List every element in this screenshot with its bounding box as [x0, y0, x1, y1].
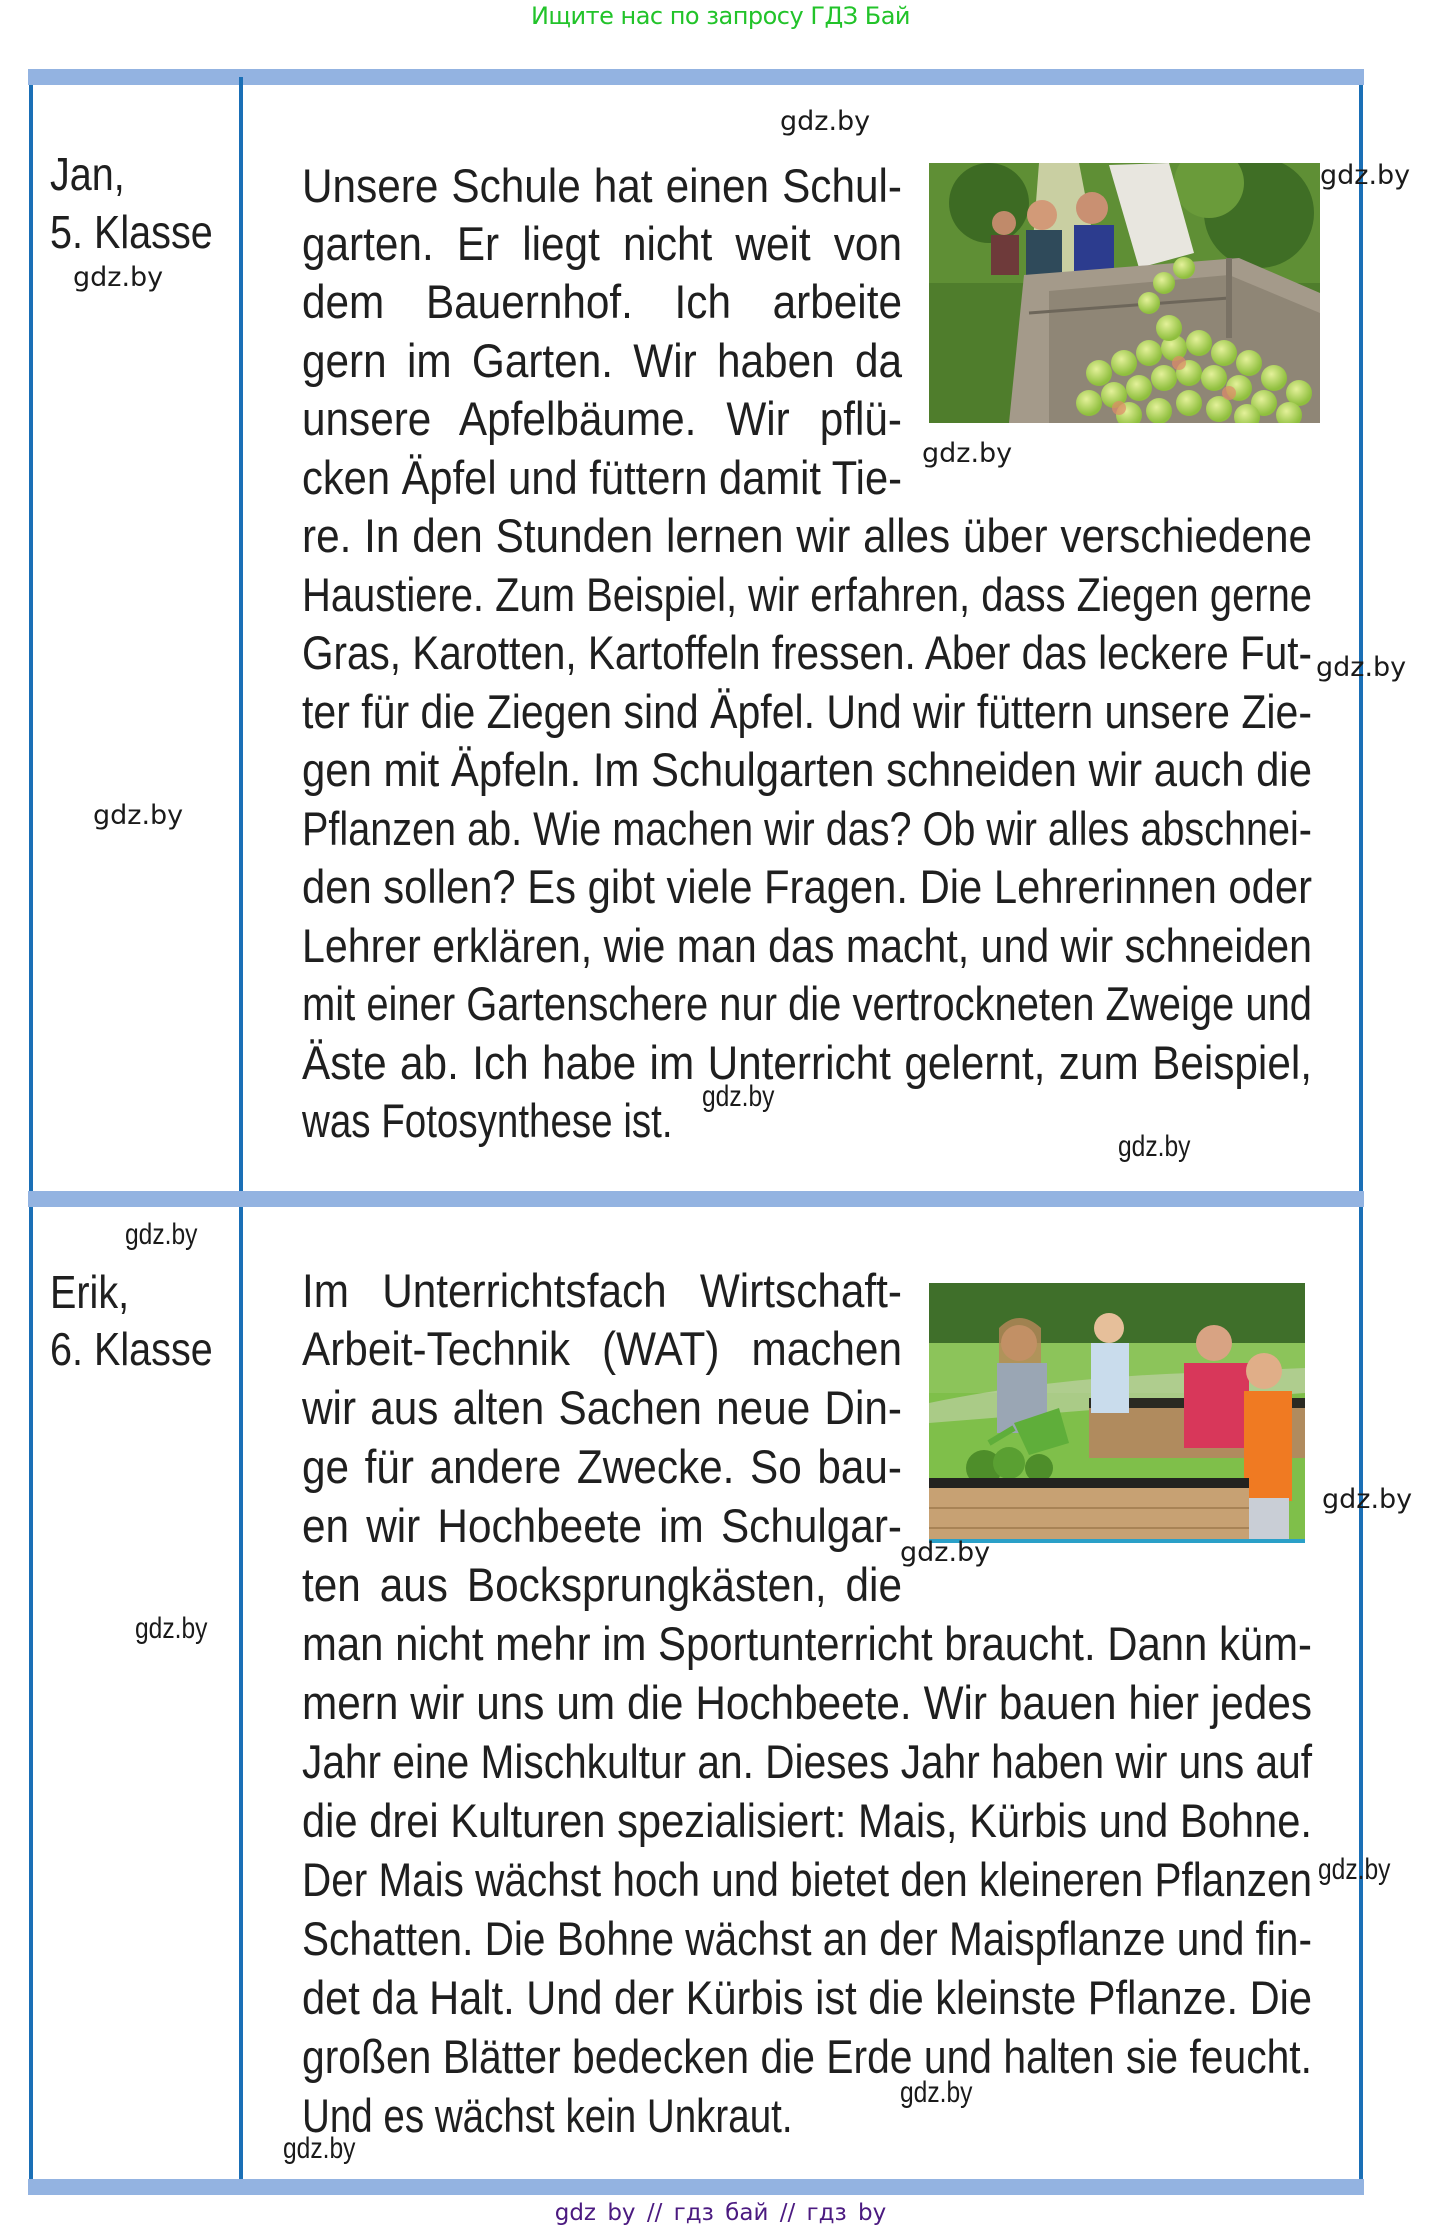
- left-border-1: [29, 85, 33, 1191]
- text-line: ten aus Bocksprungkästen, die: [302, 1558, 902, 1611]
- top-band: [28, 69, 1364, 85]
- watermark: gdz.by: [1318, 1853, 1391, 1886]
- text-line: ge für andere Zwecke. So bau-: [302, 1440, 902, 1493]
- text-line: Gras, Karotten, Kartoffeln fressen. Aber das leckere Fut-: [302, 626, 1312, 679]
- text-line: die drei Kulturen spezialisiert: Mais, Kürbis und Bohne.: [302, 1794, 1312, 1847]
- text-line: was Fotosynthese ist.: [302, 1094, 673, 1147]
- text-line: unsere Apfelbäume. Wir pflü-: [302, 392, 902, 445]
- watermark: gdz.by: [1322, 1484, 1413, 1515]
- watermark: gdz.by: [702, 1080, 775, 1113]
- text-line: dem Bauernhof. Ich arbeite: [302, 275, 902, 328]
- author-class: 6. Klasse: [50, 1323, 213, 1375]
- text-line: Jahr eine Mischkultur an. Dieses Jahr haben wir uns auf: [302, 1735, 1312, 1788]
- middle-band: [28, 1191, 1364, 1207]
- left-border-2: [29, 1207, 33, 2179]
- text-line: Und es wächst kein Unkraut.: [302, 2089, 793, 2142]
- column-divider-2: [239, 1207, 243, 2179]
- watermark: gdz.by: [125, 1218, 198, 1251]
- text-line: großen Blätter bedecken die Erde und halten sie feucht.: [302, 2030, 1312, 2083]
- text-line: mit einer Gartenschere nur die vertrockneten Zweige und: [302, 977, 1312, 1030]
- apple-harvest-photo: [929, 163, 1320, 423]
- text-line: Pflanzen ab. Wie machen wir das? Ob wir alles abschnei-: [302, 802, 1312, 855]
- raised-beds-photo: [929, 1283, 1305, 1543]
- text-line: Der Mais wächst hoch und bietet den kleineren Pflanzen: [302, 1853, 1312, 1906]
- watermark: gdz.by: [780, 106, 871, 137]
- right-border-1: [1359, 85, 1363, 1191]
- watermark: gdz.by: [900, 1537, 991, 1568]
- text-line: Äste ab. Ich habe im Unterricht gelernt, zum Beispiel,: [302, 1036, 1312, 1089]
- text-line: wir aus alten Sachen neue Din-: [302, 1381, 902, 1434]
- watermark: gdz.by: [1320, 160, 1411, 191]
- right-border-2: [1359, 1207, 1363, 2179]
- author-name: Jan,: [50, 148, 125, 200]
- text-line: den sollen? Es gibt viele Fragen. Die Lehrerinnen oder: [302, 860, 1312, 913]
- text-line: gen mit Äpfeln. Im Schulgarten schneiden wir auch die: [302, 743, 1312, 796]
- text-line: gern im Garten. Wir haben da: [302, 334, 902, 387]
- text-line: Im Unterrichtsfach Wirtschaft-: [302, 1264, 902, 1317]
- text-line: garten. Er liegt nicht weit von: [302, 217, 902, 270]
- watermark: gdz.by: [900, 2076, 973, 2109]
- text-line: re. In den Stunden lernen wir alles über verschiedene: [302, 509, 1312, 562]
- watermark: gdz.by: [1316, 652, 1407, 683]
- bottom-band: [28, 2179, 1364, 2195]
- text-line: ter für die Ziegen sind Äpfel. Und wir füttern unsere Zie-: [302, 685, 1312, 738]
- text-line: Unsere Schule hat einen Schul-: [302, 159, 902, 212]
- watermark: gdz.by: [283, 2132, 356, 2165]
- text-line: mern wir uns um die Hochbeete. Wir bauen hier jedes: [302, 1676, 1312, 1729]
- column-divider-1: [239, 77, 243, 1191]
- text-line: det da Halt. Und der Kürbis ist die kleinste Pflanze. Die: [302, 1971, 1312, 2024]
- watermark: gdz.by: [135, 1612, 208, 1645]
- apple-photo-graphic: [929, 163, 1320, 423]
- text-line: cken Äpfel und füttern damit Tie-: [302, 451, 902, 504]
- watermark: gdz.by: [1118, 1130, 1191, 1163]
- watermark: gdz.by: [93, 800, 184, 831]
- text-line: Haustiere. Zum Beispiel, wir erfahren, dass Ziegen gerne: [302, 568, 1312, 621]
- author-class: 5. Klasse: [50, 206, 213, 258]
- text-line: Arbeit-Technik (WAT) machen: [302, 1322, 902, 1375]
- footer-links: gdz by // гдз бай // гдз by: [554, 2200, 887, 2226]
- text-line: Schatten. Die Bohne wächst an der Maispflanze und fin-: [302, 1912, 1312, 1965]
- top-banner: Ищите нас по запросу ГДЗ Бай: [530, 2, 911, 30]
- watermark: gdz.by: [73, 262, 164, 293]
- raised-beds-graphic: [929, 1283, 1305, 1543]
- text-line: Lehrer erklären, wie man das macht, und wir schneiden: [302, 919, 1312, 972]
- watermark: gdz.by: [922, 438, 1013, 469]
- text-line: en wir Hochbeete im Schulgar-: [302, 1499, 902, 1552]
- text-line: man nicht mehr im Sportunterricht braucht. Dann küm-: [302, 1617, 1312, 1670]
- author-name: Erik,: [50, 1266, 130, 1318]
